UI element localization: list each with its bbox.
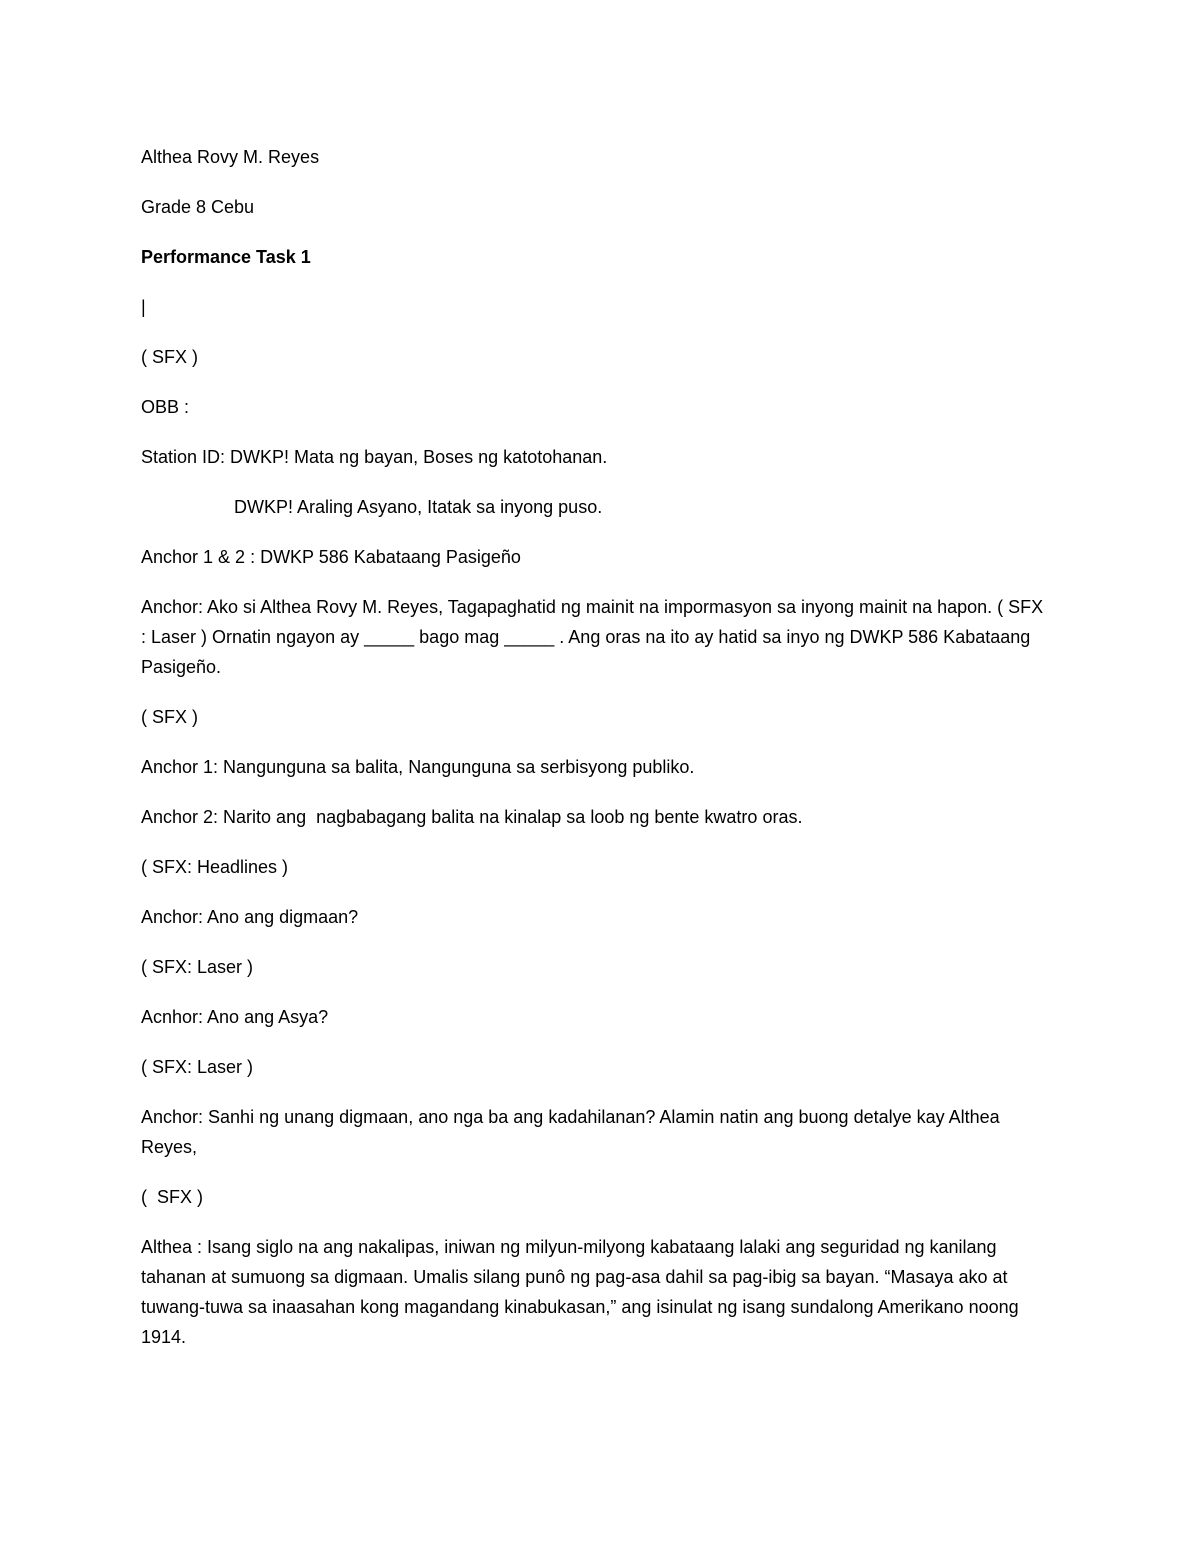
anchor-cause-paragraph: Anchor: Sanhi ng unang digmaan, ano nga ba ang kadahilanan? Alamin natin ang buong detalye kay Althea Reyes, <box>141 1107 1005 1157</box>
anchor-intro-paragraph: Anchor: Ako si Althea Rovy M. Reyes, Tagapaghatid ng mainit na impormasyon sa inyong mainit na hapon. ( SFX : Laser ) Ornatin ngayon ay _____ bago mag _____ . Ang oras na ito ay hatid sa inyo ng DWKP 586 Kabataang Pasigeño. <box>141 597 1049 677</box>
obb-line: OBB : <box>141 397 190 417</box>
anchor-question-line: Acnhor: Ano ang Asya? <box>141 1007 329 1027</box>
text-cursor: | <box>141 297 146 317</box>
althea-report-paragraph: Althea : Isang siglo na ang nakalipas, iniwan ng milyun-milyong kabataang lalaki ang seguridad ng kanilang tahanan at sumuong sa digmaan. Umalis silang punô ng pag-asa dahil sa pag-ibig sa bayan. “Masaya ako at tuwang-tuwa sa inaasahan kong magandang kinabukasan,” ang isinulat ng isang sundalong Amerikano noong 1914. <box>141 1237 1024 1347</box>
anchor-1-2-line: Anchor 1 & 2 : DWKP 586 Kabataang Pasigeño <box>141 547 521 567</box>
station-id-line: Station ID: DWKP! Mata ng bayan, Boses ng katotohanan. <box>141 447 608 467</box>
author-name: Althea Rovy M. Reyes <box>141 147 320 167</box>
sfx-line: ( SFX ) <box>141 1187 203 1207</box>
grade-section: Grade 8 Cebu <box>141 197 255 217</box>
sfx-line: ( SFX ) <box>141 347 198 367</box>
sfx-line: ( SFX ) <box>141 707 198 727</box>
task-title: Performance Task 1 <box>141 247 311 267</box>
anchor-2-line: Anchor 2: Narito ang nagbabagang balita na kinalap sa loob ng bente kwatro oras. <box>141 807 803 827</box>
sfx-laser-line: ( SFX: Laser ) <box>141 957 254 977</box>
sfx-laser-line: ( SFX: Laser ) <box>141 1057 254 1077</box>
anchor-question-line: Anchor: Ano ang digmaan? <box>141 907 359 927</box>
sfx-headlines-line: ( SFX: Headlines ) <box>141 857 289 877</box>
station-id-continuation: DWKP! Araling Asyano, Itatak sa inyong puso. <box>234 497 603 517</box>
anchor-1-line: Anchor 1: Nangunguna sa balita, Nangunguna sa serbisyong publiko. <box>141 757 695 777</box>
